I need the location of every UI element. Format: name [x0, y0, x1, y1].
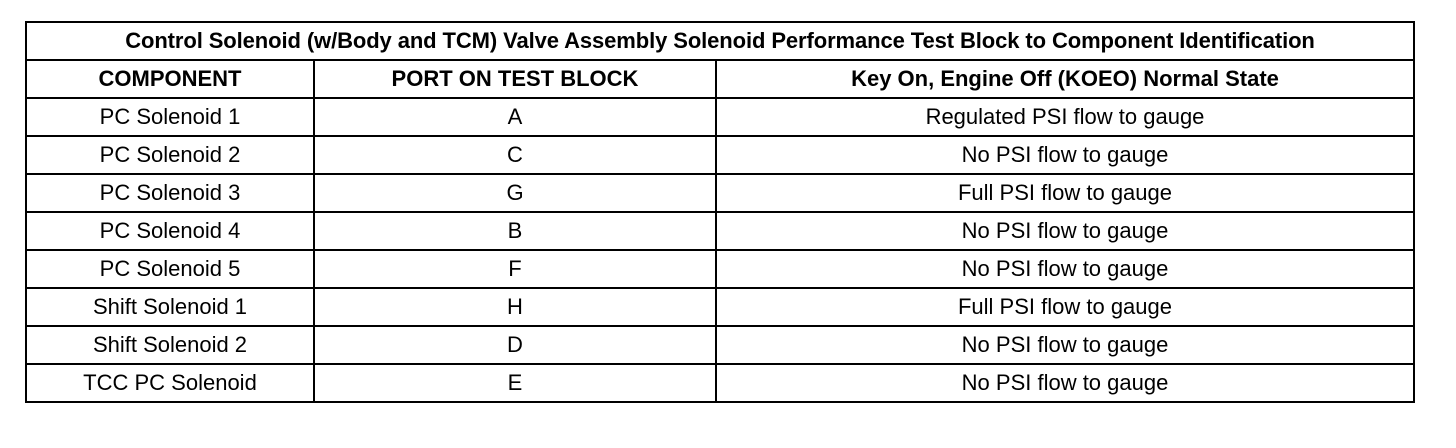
component-cell: PC Solenoid 5: [26, 250, 314, 288]
port-cell: B: [314, 212, 716, 250]
component-cell: PC Solenoid 2: [26, 136, 314, 174]
state-cell: No PSI flow to gauge: [716, 326, 1414, 364]
state-cell: No PSI flow to gauge: [716, 250, 1414, 288]
table-row: [26, 326, 1414, 364]
column-header-koeo-state: Key On, Engine Off (KOEO) Normal State: [716, 60, 1414, 98]
state-cell: Regulated PSI flow to gauge: [716, 98, 1414, 136]
table-row: [26, 364, 1414, 402]
column-header-port: PORT ON TEST BLOCK: [314, 60, 716, 98]
state-cell: Full PSI flow to gauge: [716, 174, 1414, 212]
table-title: Control Solenoid (w/Body and TCM) Valve Assembly Solenoid Performance Test Block to Component Identification: [26, 22, 1414, 60]
component-cell: Shift Solenoid 2: [26, 326, 314, 364]
port-cell: D: [314, 326, 716, 364]
component-cell: Shift Solenoid 1: [26, 288, 314, 326]
solenoid-test-table: [25, 21, 1415, 403]
port-cell: G: [314, 174, 716, 212]
port-cell: F: [314, 250, 716, 288]
component-cell: PC Solenoid 3: [26, 174, 314, 212]
table-row: [26, 212, 1414, 250]
table-header-row: [26, 60, 1414, 98]
component-cell: PC Solenoid 1: [26, 98, 314, 136]
component-cell: TCC PC Solenoid: [26, 364, 314, 402]
port-cell: H: [314, 288, 716, 326]
table-row: [26, 288, 1414, 326]
state-cell: No PSI flow to gauge: [716, 212, 1414, 250]
table-row: [26, 136, 1414, 174]
state-cell: No PSI flow to gauge: [716, 136, 1414, 174]
port-cell: E: [314, 364, 716, 402]
table-row: [26, 250, 1414, 288]
column-header-component: COMPONENT: [26, 60, 314, 98]
component-cell: PC Solenoid 4: [26, 212, 314, 250]
table-row: [26, 98, 1414, 136]
port-cell: A: [314, 98, 716, 136]
table-row: [26, 174, 1414, 212]
state-cell: No PSI flow to gauge: [716, 364, 1414, 402]
port-cell: C: [314, 136, 716, 174]
state-cell: Full PSI flow to gauge: [716, 288, 1414, 326]
table-title-row: [26, 22, 1414, 60]
